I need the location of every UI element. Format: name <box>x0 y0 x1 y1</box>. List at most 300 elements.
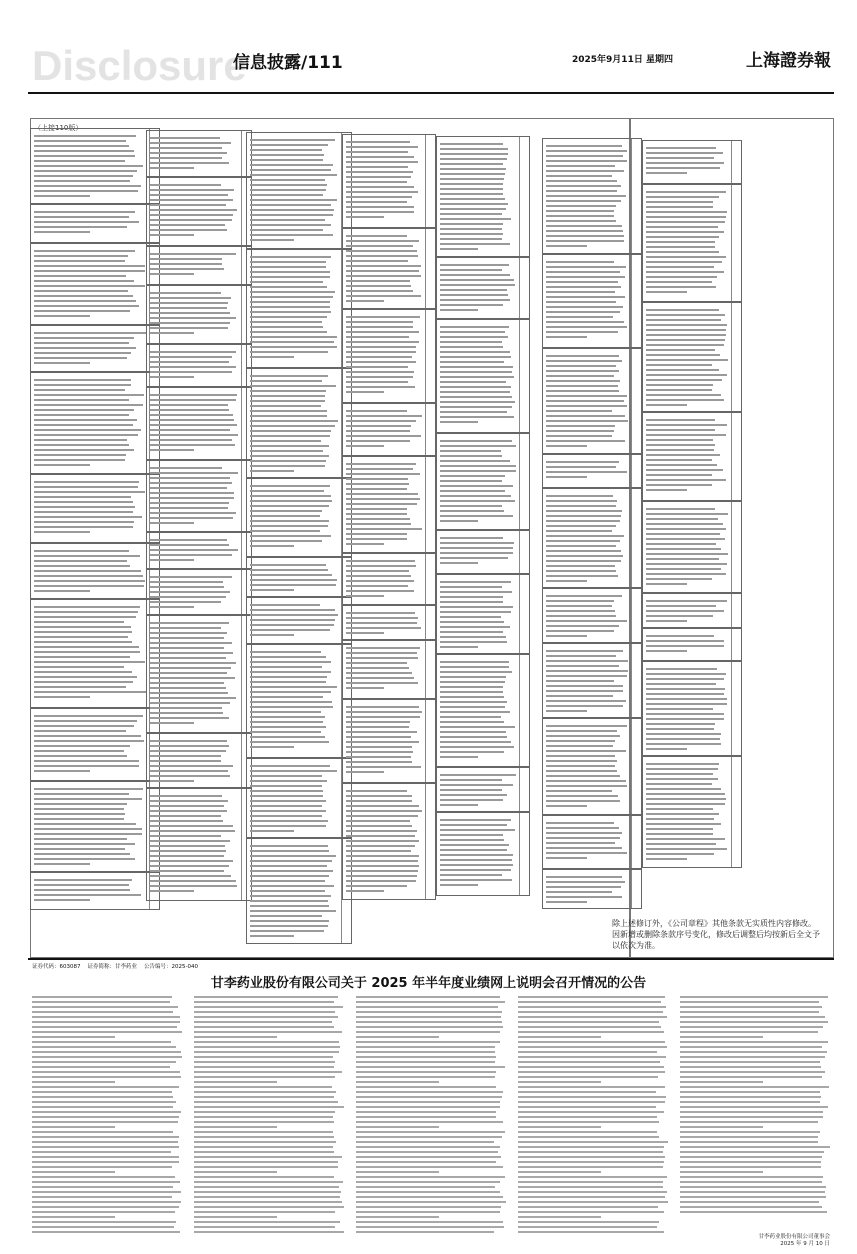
text-line <box>356 1231 494 1233</box>
text-line <box>194 1146 333 1148</box>
text-line <box>646 620 687 622</box>
text-line <box>34 170 137 172</box>
text-line <box>646 543 716 545</box>
amendment-cell <box>146 387 252 460</box>
text-line <box>518 1141 668 1143</box>
text-line <box>546 230 623 232</box>
text-line <box>440 188 503 190</box>
text-line <box>250 425 335 427</box>
text-line <box>34 511 133 513</box>
amendment-cell <box>542 643 642 718</box>
text-line <box>34 195 90 197</box>
text-line <box>250 435 330 437</box>
text-line <box>356 1226 504 1228</box>
text-line <box>440 465 516 467</box>
text-line <box>546 435 612 437</box>
text-line <box>546 710 587 712</box>
text-line <box>194 1046 340 1048</box>
text-line <box>150 795 222 797</box>
text-line <box>546 225 622 227</box>
text-line <box>646 384 713 386</box>
text-line <box>150 273 194 275</box>
amendment-cell <box>642 302 742 412</box>
text-line <box>646 241 715 243</box>
amendment-cell <box>146 569 252 615</box>
text-line <box>34 160 125 162</box>
text-line <box>32 1216 115 1218</box>
text-line <box>34 216 129 218</box>
text-line <box>194 1191 341 1193</box>
text-line <box>346 326 413 328</box>
text-line <box>440 143 503 145</box>
text-line <box>546 365 616 367</box>
text-line <box>250 341 334 343</box>
text-line <box>194 1106 344 1108</box>
text-line <box>440 676 506 678</box>
text-line <box>646 513 728 515</box>
text-line <box>680 1086 829 1088</box>
amendment-cell <box>342 403 436 456</box>
text-line <box>250 656 326 658</box>
text-line <box>150 850 226 852</box>
text-line <box>34 140 126 142</box>
text-line <box>34 858 135 860</box>
text-line <box>346 815 418 817</box>
text-line <box>34 676 137 678</box>
text-line <box>680 1026 823 1028</box>
text-line <box>150 184 221 186</box>
text-line <box>194 1111 335 1113</box>
text-line <box>356 1061 495 1063</box>
text-line <box>250 261 326 263</box>
text-line <box>346 790 407 792</box>
text-line <box>346 275 421 277</box>
text-line <box>150 419 234 421</box>
text-line <box>194 1116 333 1118</box>
text-line <box>250 915 322 917</box>
text-line <box>680 1201 819 1203</box>
text-line <box>646 334 726 336</box>
text-line <box>150 366 236 368</box>
text-line <box>34 636 128 638</box>
text-line <box>194 1161 338 1163</box>
text-line <box>646 364 712 366</box>
text-line <box>346 820 410 822</box>
text-line <box>440 284 515 286</box>
text-line <box>34 735 141 737</box>
text-line <box>646 354 720 356</box>
text-line <box>250 276 330 278</box>
text-line <box>440 421 478 423</box>
text-line <box>150 434 238 436</box>
text-line <box>440 515 513 517</box>
text-line <box>646 291 687 293</box>
text-line <box>518 1201 668 1203</box>
text-line <box>518 1176 667 1178</box>
text-line <box>346 435 421 437</box>
text-line <box>646 344 724 346</box>
text-line <box>440 711 510 713</box>
text-line <box>646 261 722 263</box>
text-line <box>546 827 619 829</box>
text-line <box>546 857 587 859</box>
text-line <box>250 460 326 462</box>
text-line <box>250 545 294 547</box>
cell-divider <box>519 258 529 318</box>
text-line <box>150 647 224 649</box>
text-line <box>440 691 503 693</box>
text-line <box>346 652 417 654</box>
text-line <box>518 1006 666 1008</box>
text-line <box>646 389 712 391</box>
text-line <box>150 312 230 314</box>
text-line <box>250 634 294 636</box>
text-line <box>346 503 417 505</box>
text-line <box>440 279 514 281</box>
amendment-cell <box>436 574 530 654</box>
text-line <box>546 476 587 478</box>
text-line <box>518 1121 659 1123</box>
text-line <box>346 381 408 383</box>
text-line <box>250 589 294 591</box>
text-line <box>356 1151 498 1153</box>
text-line <box>646 251 719 253</box>
text-line <box>646 484 712 486</box>
text-line <box>440 696 504 698</box>
text-line <box>440 646 478 648</box>
text-line <box>440 264 509 266</box>
text-line <box>346 885 407 887</box>
text-line <box>250 219 325 221</box>
text-line <box>32 1031 182 1033</box>
text-line <box>440 505 502 507</box>
text-line <box>250 736 325 738</box>
text-line <box>150 376 194 378</box>
text-line <box>356 1016 501 1018</box>
text-line <box>32 1001 170 1003</box>
text-line <box>440 596 503 598</box>
text-line <box>680 1076 822 1078</box>
stock-code: 证券代码：603087 <box>32 964 81 970</box>
text-line <box>34 449 134 451</box>
text-line <box>34 464 90 466</box>
announcement-no: 公告编号：2025-040 <box>144 964 198 970</box>
text-line <box>150 549 238 551</box>
text-line <box>546 336 587 338</box>
closing-note: 除上述修订外，《公司章程》其他条款无实质性内容修改。因新增或删除条款序号变化，修改后调整后均按新后全文予以依次为准。 <box>612 919 820 950</box>
text-line <box>356 1091 503 1093</box>
cell-divider <box>731 502 741 592</box>
text-line <box>346 805 419 807</box>
text-line <box>32 1221 176 1223</box>
text-line <box>32 1161 179 1163</box>
text-line <box>646 600 727 602</box>
text-line <box>646 703 727 705</box>
text-line <box>250 169 331 171</box>
cell-divider <box>519 434 529 529</box>
text-line <box>34 521 134 523</box>
text-line <box>150 522 194 524</box>
text-line <box>680 1011 819 1013</box>
text-line <box>346 627 421 629</box>
text-line <box>346 850 411 852</box>
text-line <box>346 711 422 713</box>
amendment-cell <box>146 615 252 733</box>
amendment-cell <box>246 249 352 368</box>
text-line <box>546 301 616 303</box>
text-line <box>346 478 408 480</box>
text-line <box>250 485 330 487</box>
text-line <box>34 150 134 152</box>
text-line <box>356 1161 496 1163</box>
text-line <box>646 399 724 401</box>
amendment-cell <box>342 640 436 699</box>
text-line <box>440 804 478 806</box>
text-line <box>34 590 90 592</box>
text-line <box>150 642 232 644</box>
text-line <box>346 538 407 540</box>
text-line <box>250 845 328 847</box>
text-line <box>356 1166 503 1168</box>
text-line <box>250 440 321 442</box>
section-wordmark: Disclosure <box>32 42 247 89</box>
text-line <box>250 239 294 241</box>
text-line <box>250 194 323 196</box>
text-line <box>646 683 716 685</box>
text-line <box>356 1141 494 1143</box>
text-line <box>440 269 502 271</box>
text-line <box>356 1176 505 1178</box>
text-line <box>150 482 232 484</box>
text-line <box>546 780 626 782</box>
text-line <box>346 880 416 882</box>
text-line <box>440 450 501 452</box>
text-line <box>646 723 715 725</box>
text-line <box>34 575 143 577</box>
text-line <box>646 464 717 466</box>
text-line <box>546 852 627 854</box>
text-line <box>150 142 231 144</box>
text-line <box>680 1096 821 1098</box>
text-line <box>346 560 415 562</box>
text-line <box>356 1011 502 1013</box>
text-line <box>440 168 506 170</box>
text-line <box>150 755 221 757</box>
text-line <box>150 800 228 802</box>
text-line <box>546 261 614 263</box>
text-line <box>34 145 129 147</box>
text-line <box>646 743 721 745</box>
text-line <box>680 996 828 998</box>
text-line <box>356 1066 505 1068</box>
text-line <box>546 550 621 552</box>
text-line <box>34 879 132 881</box>
text-line <box>646 788 721 790</box>
text-line <box>194 1071 342 1073</box>
text-line <box>546 886 621 888</box>
text-line <box>34 725 134 727</box>
section-rule <box>28 958 834 960</box>
text-line <box>346 415 422 417</box>
text-line <box>518 1146 664 1148</box>
text-line <box>546 670 628 672</box>
text-line <box>34 481 139 483</box>
text-line <box>646 610 724 612</box>
cell-divider <box>425 784 435 899</box>
text-line <box>440 331 505 333</box>
text-line <box>250 321 322 323</box>
text-line <box>680 1171 763 1173</box>
text-line <box>440 238 502 240</box>
text-line <box>250 224 331 226</box>
text-line <box>34 332 146 334</box>
text-line <box>34 611 138 613</box>
text-line <box>518 1001 661 1003</box>
text-line <box>546 281 618 283</box>
text-line <box>250 731 321 733</box>
text-line <box>546 615 616 617</box>
text-line <box>34 656 130 658</box>
text-line <box>346 280 410 282</box>
text-line <box>194 1096 334 1098</box>
text-line <box>150 890 194 892</box>
text-line <box>440 774 516 776</box>
text-line <box>646 673 726 675</box>
text-line <box>646 324 727 326</box>
text-line <box>34 750 124 752</box>
text-line <box>440 336 508 338</box>
text-line <box>546 800 620 802</box>
text-line <box>518 1151 663 1153</box>
text-line <box>440 416 514 418</box>
text-line <box>150 424 237 426</box>
text-line <box>34 631 132 633</box>
text-line <box>646 635 714 637</box>
text-line <box>34 570 141 572</box>
text-line <box>440 834 503 836</box>
text-line <box>546 755 615 757</box>
text-line <box>34 696 90 698</box>
text-line <box>250 420 338 422</box>
text-line <box>646 394 721 396</box>
amendment-table-area <box>28 118 834 958</box>
text-line <box>32 1096 173 1098</box>
text-line <box>440 401 515 403</box>
text-line <box>250 336 337 338</box>
text-line <box>346 508 407 510</box>
text-line <box>356 1206 501 1208</box>
amendment-cell <box>146 285 252 344</box>
text-line <box>346 166 408 168</box>
cell-divider <box>731 594 741 627</box>
cell-divider <box>731 303 741 411</box>
text-line <box>250 785 322 787</box>
text-line <box>346 662 407 664</box>
text-line <box>346 840 419 842</box>
text-line <box>34 491 145 493</box>
text-line <box>546 605 612 607</box>
text-line <box>34 444 129 446</box>
text-line <box>546 790 612 792</box>
text-line <box>150 760 221 762</box>
text-line <box>356 1216 439 1218</box>
text-line <box>518 1231 664 1233</box>
text-line <box>518 1031 664 1033</box>
text-line <box>250 445 329 447</box>
text-line <box>194 1081 277 1083</box>
text-line <box>356 1116 496 1118</box>
text-line <box>546 385 618 387</box>
text-line <box>356 1026 503 1028</box>
amendment-cell <box>146 344 252 387</box>
text-line <box>150 517 233 519</box>
text-line <box>356 1076 495 1078</box>
text-line <box>680 1046 822 1048</box>
text-line <box>356 1071 496 1073</box>
text-line <box>646 568 721 570</box>
cell-divider <box>425 606 435 639</box>
text-line <box>440 606 513 608</box>
text-line <box>250 865 327 867</box>
text-line <box>250 525 328 527</box>
text-line <box>250 691 331 693</box>
newspaper-logo: 上海證券報 <box>746 51 831 71</box>
amendment-cell <box>642 593 742 628</box>
text-line <box>34 260 125 262</box>
amendment-cell <box>436 257 530 319</box>
text-line <box>346 795 412 797</box>
text-line <box>440 213 502 215</box>
text-line <box>32 1171 115 1173</box>
text-line <box>150 870 224 872</box>
text-line <box>34 419 137 421</box>
amendment-cell <box>436 767 530 812</box>
text-line <box>680 1136 818 1138</box>
text-line <box>32 1021 180 1023</box>
text-line <box>546 235 624 237</box>
text-line <box>646 221 725 223</box>
text-line <box>250 770 337 772</box>
text-line <box>150 152 227 154</box>
text-line <box>346 736 411 738</box>
text-line <box>194 1176 334 1178</box>
text-line <box>150 497 234 499</box>
text-line <box>34 671 132 673</box>
text-line <box>250 574 332 576</box>
text-line <box>34 666 124 668</box>
text-line <box>546 466 616 468</box>
text-line <box>150 860 233 862</box>
text-line <box>346 473 420 475</box>
text-line <box>34 889 130 891</box>
text-line <box>150 544 229 546</box>
text-line <box>34 585 144 587</box>
text-line <box>440 243 510 245</box>
text-line <box>150 492 234 494</box>
text-line <box>440 731 506 733</box>
text-line <box>150 622 229 624</box>
text-line <box>194 1186 339 1188</box>
text-line <box>34 894 141 896</box>
text-line <box>250 666 322 668</box>
text-line <box>646 281 712 283</box>
text-line <box>150 472 238 474</box>
text-line <box>546 360 622 362</box>
text-line <box>546 445 587 447</box>
text-line <box>518 1181 663 1183</box>
text-line <box>194 1151 334 1153</box>
text-line <box>194 1211 335 1213</box>
